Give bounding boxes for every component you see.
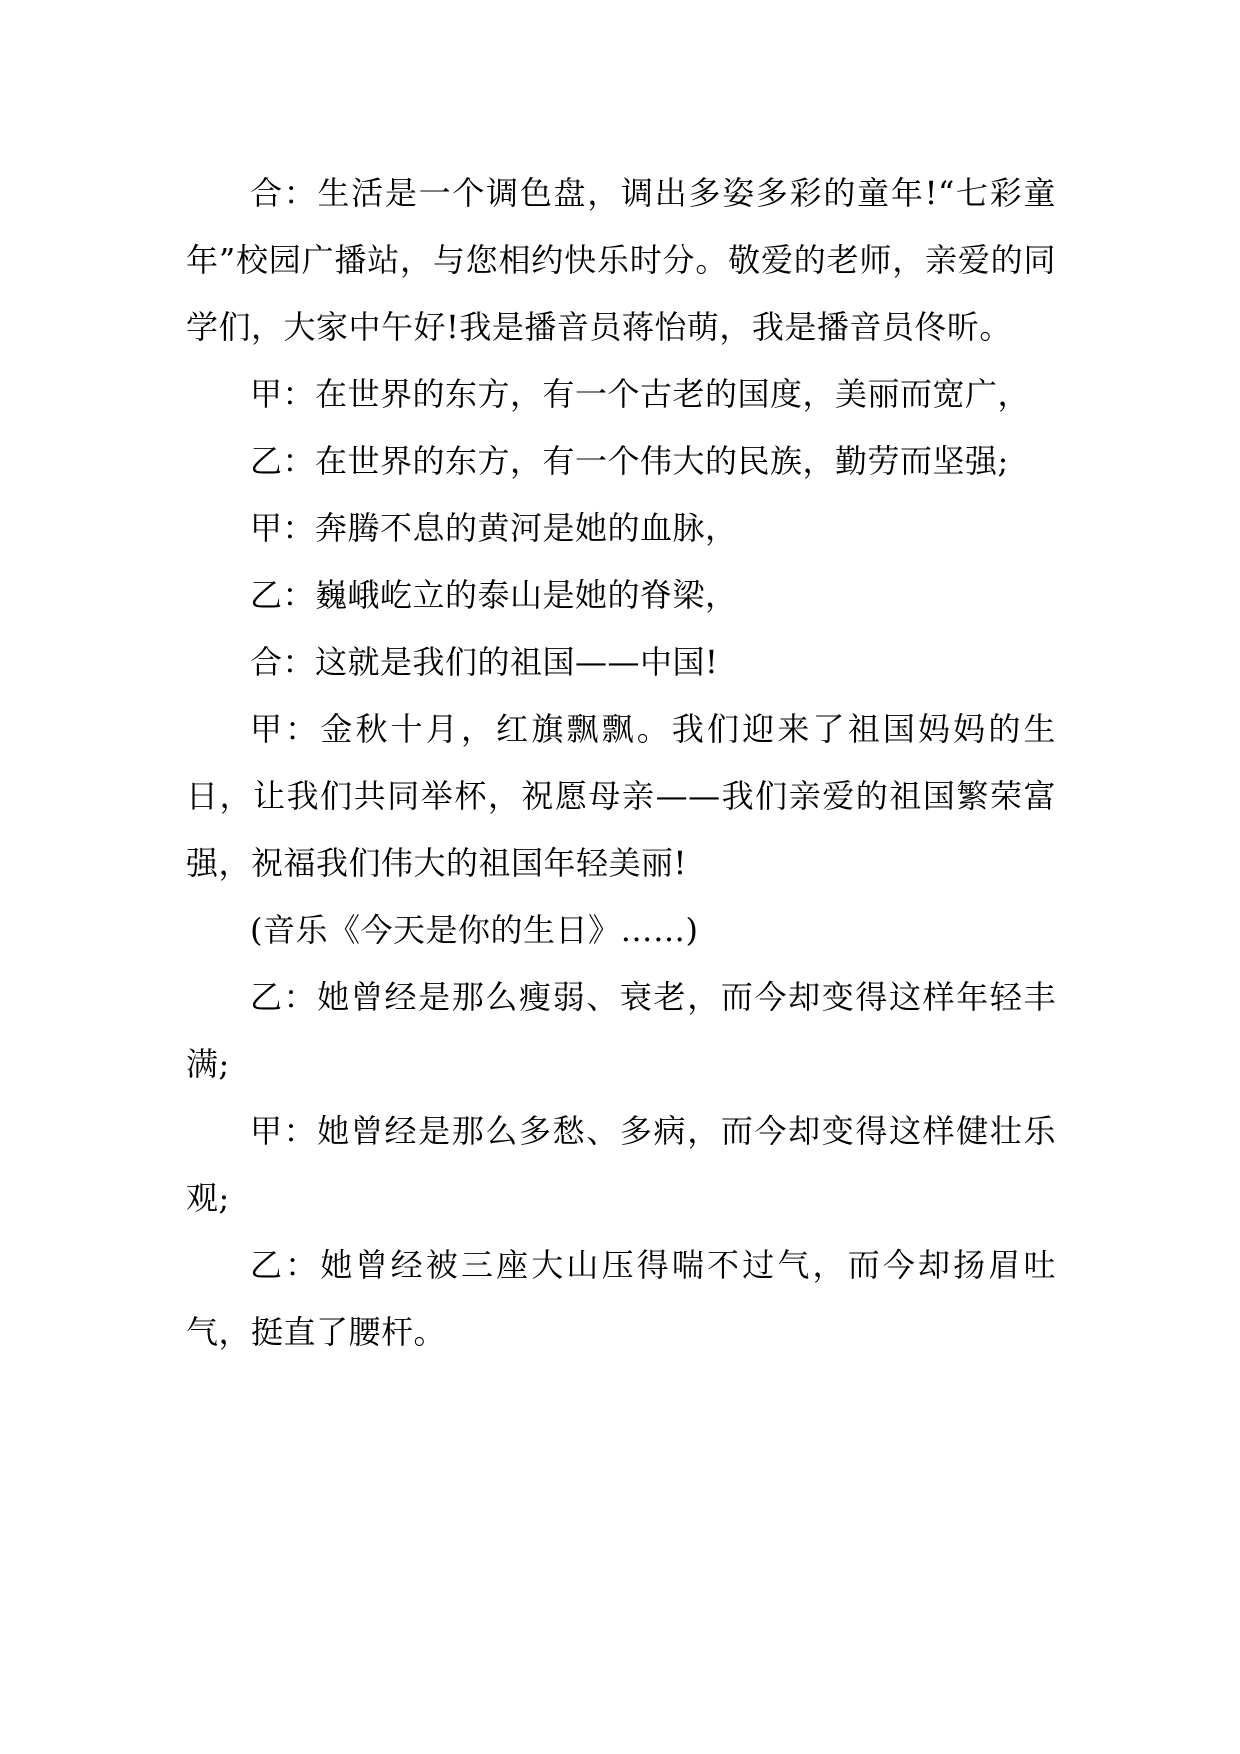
paragraph-music-cue: (音乐《今天是你的生日》……) (250, 911, 699, 949)
paragraph-line: 乙：巍峨屹立的泰山是她的脊梁， (250, 576, 738, 614)
paragraph-intro: 合：生活是一个调色盘，调出多姿多彩的童年!“七彩童年”校园广播站，与您相约快乐时分。敬爱的老师，亲爱的同学们，大家中午好!我是播音员蒋怡萌，我是播音员佟昕。 (186, 174, 1056, 346)
paragraph-line: 乙：她曾经被三座大山压得喘不过气，而今却扬眉吐气，挺直了腰杆。 (186, 1246, 1056, 1351)
paragraph-line: 甲：在世界的东方，有一个古老的国度，美丽而宽广， (250, 375, 1031, 413)
document-body (186, 160, 1056, 1366)
paragraph-line: 甲：她曾经是那么多愁、多病，而今却变得这样健壮乐观; (186, 1112, 1056, 1217)
paragraph-line: 合：这就是我们的祖国——中国! (250, 643, 719, 681)
paragraph-line: 甲：奔腾不息的黄河是她的血脉， (250, 509, 738, 547)
paragraph-line: 甲：金秋十月，红旗飘飘。我们迎来了祖国妈妈的生日，让我们共同举杯，祝愿母亲——我们亲爱的祖国繁荣富强，祝福我们伟大的祖国年轻美丽! (186, 710, 1056, 882)
paragraph-line: 乙：在世界的东方，有一个伟大的民族，勤劳而坚强; (250, 442, 1009, 480)
paragraph-line: 乙：她曾经是那么瘦弱、衰老，而今却变得这样年轻丰满; (186, 978, 1056, 1083)
